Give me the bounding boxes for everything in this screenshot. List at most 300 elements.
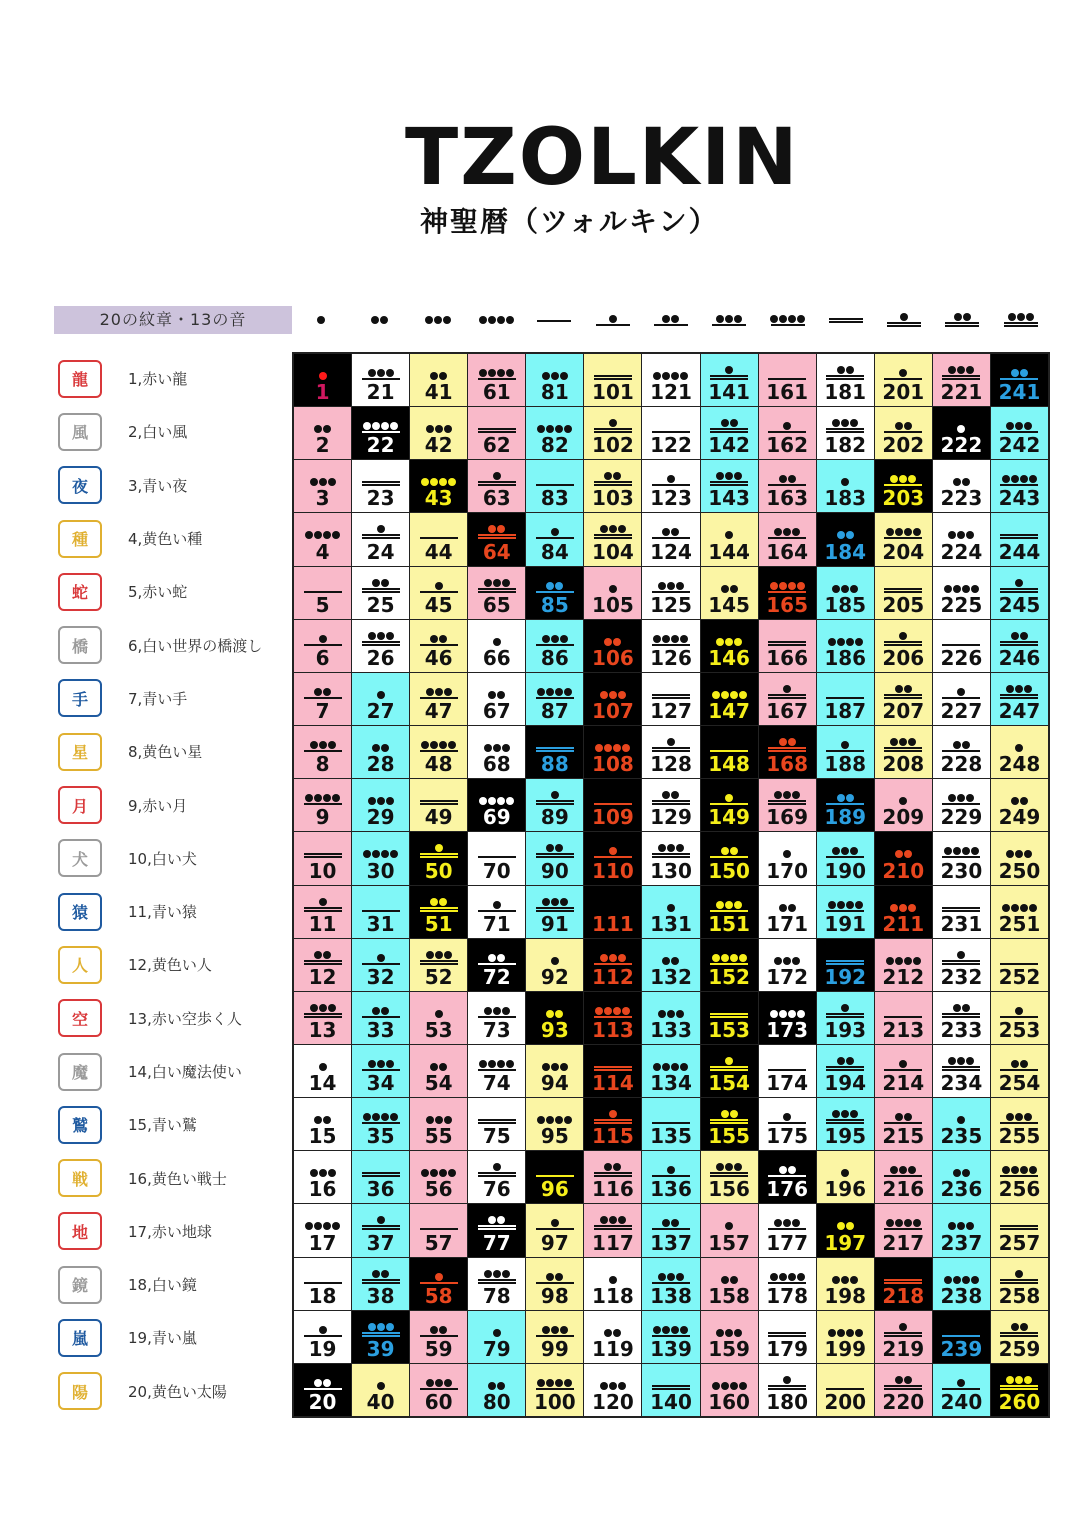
kin-cell-212[interactable]: [875, 939, 932, 991]
kin-cell-156[interactable]: [701, 1151, 758, 1203]
kin-cell-155[interactable]: [701, 1098, 758, 1150]
kin-cell-214[interactable]: [875, 1045, 932, 1097]
kin-cell-188[interactable]: [817, 726, 874, 778]
kin-cell-256[interactable]: [991, 1151, 1048, 1203]
kin-cell-251[interactable]: [991, 886, 1048, 938]
kin-cell-204[interactable]: [875, 513, 932, 565]
kin-cell-184[interactable]: [817, 513, 874, 565]
kin-cell-92[interactable]: [526, 939, 583, 991]
kin-cell-161[interactable]: [759, 354, 816, 406]
kin-cell-89[interactable]: [526, 779, 583, 831]
kin-cell-13[interactable]: [294, 992, 351, 1044]
kin-cell-99[interactable]: [526, 1311, 583, 1363]
kin-cell-236[interactable]: [933, 1151, 990, 1203]
kin-cell-8[interactable]: [294, 726, 351, 778]
kin-cell-162[interactable]: [759, 407, 816, 459]
kin-cell-203[interactable]: [875, 460, 932, 512]
kin-number: 1: [315, 380, 330, 405]
kin-cell-71[interactable]: [468, 886, 525, 938]
kin-cell-6[interactable]: [294, 620, 351, 672]
tone-symbol: [701, 624, 758, 646]
kin-cell-17[interactable]: [294, 1204, 351, 1256]
kin-cell-192[interactable]: [817, 939, 874, 991]
kin-cell-164[interactable]: [759, 513, 816, 565]
kin-cell-64[interactable]: [468, 513, 525, 565]
kin-cell-21[interactable]: [352, 354, 409, 406]
kin-cell-72[interactable]: [468, 939, 525, 991]
kin-cell-177[interactable]: [759, 1204, 816, 1256]
kin-cell-157[interactable]: [701, 1204, 758, 1256]
kin-number: 3: [315, 486, 330, 511]
kin-cell-259[interactable]: [991, 1311, 1048, 1363]
kin-cell-195[interactable]: [817, 1098, 874, 1150]
kin-cell-51[interactable]: [410, 886, 467, 938]
kin-cell-57[interactable]: [410, 1204, 467, 1256]
kin-number: 79: [482, 1336, 511, 1361]
kin-cell-101[interactable]: [584, 354, 641, 406]
kin-cell-73[interactable]: [468, 992, 525, 1044]
kin-cell-260[interactable]: [991, 1364, 1048, 1416]
kin-cell-48[interactable]: [410, 726, 467, 778]
kin-cell-82[interactable]: [526, 407, 583, 459]
kin-cell-79[interactable]: [468, 1311, 525, 1363]
kin-cell-249[interactable]: [991, 779, 1048, 831]
kin-cell-167[interactable]: [759, 673, 816, 725]
kin-cell-141[interactable]: [701, 354, 758, 406]
kin-cell-182[interactable]: [817, 407, 874, 459]
kin-cell-39[interactable]: [352, 1311, 409, 1363]
kin-cell-27[interactable]: [352, 673, 409, 725]
kin-cell-168[interactable]: [759, 726, 816, 778]
tone-symbol: [468, 411, 525, 433]
kin-cell-83[interactable]: [526, 460, 583, 512]
kin-cell-254[interactable]: [991, 1045, 1048, 1097]
kin-cell-218[interactable]: [875, 1258, 932, 1310]
kin-cell-46[interactable]: [410, 620, 467, 672]
kin-cell-142[interactable]: [701, 407, 758, 459]
kin-cell-24[interactable]: [352, 513, 409, 565]
kin-cell-55[interactable]: [410, 1098, 467, 1150]
kin-cell-66[interactable]: [468, 620, 525, 672]
kin-cell-222[interactable]: [933, 407, 990, 459]
kin-cell-150[interactable]: [701, 832, 758, 884]
kin-cell-198[interactable]: [817, 1258, 874, 1310]
kin-cell-153[interactable]: [701, 992, 758, 1044]
kin-cell-205[interactable]: [875, 567, 932, 619]
kin-cell-49[interactable]: [410, 779, 467, 831]
kin-cell-76[interactable]: [468, 1151, 525, 1203]
kin-cell-41[interactable]: [410, 354, 467, 406]
kin-cell-199[interactable]: [817, 1311, 874, 1363]
kin-number: 97: [540, 1230, 569, 1255]
kin-cell-44[interactable]: [410, 513, 467, 565]
kin-cell-140[interactable]: [642, 1364, 699, 1416]
kin-cell-213[interactable]: [875, 992, 932, 1044]
kin-number: 242: [998, 433, 1041, 458]
kin-cell-86[interactable]: [526, 620, 583, 672]
kin-cell-5[interactable]: [294, 567, 351, 619]
kin-cell-160[interactable]: [701, 1364, 758, 1416]
kin-cell-106[interactable]: [584, 620, 641, 672]
kin-cell-247[interactable]: [991, 673, 1048, 725]
kin-cell-175[interactable]: [759, 1098, 816, 1150]
kin-cell-143[interactable]: [701, 460, 758, 512]
kin-cell-133[interactable]: [642, 992, 699, 1044]
kin-number: 188: [824, 752, 867, 777]
kin-cell-43[interactable]: [410, 460, 467, 512]
kin-cell-132[interactable]: [642, 939, 699, 991]
kin-cell-59[interactable]: [410, 1311, 467, 1363]
kin-cell-61[interactable]: [468, 354, 525, 406]
kin-cell-237[interactable]: [933, 1204, 990, 1256]
kin-cell-146[interactable]: [701, 620, 758, 672]
kin-cell-135[interactable]: [642, 1098, 699, 1150]
tone-7-symbol: [536, 582, 574, 593]
kin-cell-172[interactable]: [759, 939, 816, 991]
kin-cell-229[interactable]: [933, 779, 990, 831]
kin-cell-22[interactable]: [352, 407, 409, 459]
kin-cell-193[interactable]: [817, 992, 874, 1044]
kin-cell-147[interactable]: [701, 673, 758, 725]
kin-cell-138[interactable]: [642, 1258, 699, 1310]
kin-cell-152[interactable]: [701, 939, 758, 991]
tone-1-symbol: [377, 691, 385, 699]
kin-cell-239[interactable]: [933, 1311, 990, 1363]
kin-number: 239: [940, 1336, 983, 1361]
kin-cell-34[interactable]: [352, 1045, 409, 1097]
kin-cell-225[interactable]: [933, 567, 990, 619]
kin-cell-165[interactable]: [759, 567, 816, 619]
kin-cell-163[interactable]: [759, 460, 816, 512]
kin-cell-136[interactable]: [642, 1151, 699, 1203]
kin-cell-74[interactable]: [468, 1045, 525, 1097]
kin-cell-224[interactable]: [933, 513, 990, 565]
kin-cell-91[interactable]: [526, 886, 583, 938]
kin-cell-149[interactable]: [701, 779, 758, 831]
kin-cell-208[interactable]: [875, 726, 932, 778]
kin-cell-78[interactable]: [468, 1258, 525, 1310]
kin-cell-31[interactable]: [352, 886, 409, 938]
kin-cell-211[interactable]: [875, 886, 932, 938]
tone-symbol: [991, 836, 1048, 858]
kin-cell-240[interactable]: [933, 1364, 990, 1416]
kin-cell-3[interactable]: [294, 460, 351, 512]
kin-cell-87[interactable]: [526, 673, 583, 725]
kin-cell-166[interactable]: [759, 620, 816, 672]
kin-cell-33[interactable]: [352, 992, 409, 1044]
kin-cell-2[interactable]: [294, 407, 351, 459]
kin-cell-201[interactable]: [875, 354, 932, 406]
kin-cell-171[interactable]: [759, 886, 816, 938]
kin-cell-122[interactable]: [642, 407, 699, 459]
kin-cell-144[interactable]: [701, 513, 758, 565]
kin-cell-113[interactable]: [584, 992, 641, 1044]
kin-cell-158[interactable]: [701, 1258, 758, 1310]
kin-cell-223[interactable]: [933, 460, 990, 512]
kin-cell-111[interactable]: [584, 886, 641, 938]
kin-cell-151[interactable]: [701, 886, 758, 938]
kin-cell-85[interactable]: [526, 567, 583, 619]
kin-cell-77[interactable]: [468, 1204, 525, 1256]
kin-cell-109[interactable]: [584, 779, 641, 831]
kin-cell-107[interactable]: [584, 673, 641, 725]
kin-cell-42[interactable]: [410, 407, 467, 459]
tone-symbol: [991, 571, 1048, 593]
kin-cell-200[interactable]: [817, 1364, 874, 1416]
tone-symbol: [759, 783, 816, 805]
kin-cell-15[interactable]: [294, 1098, 351, 1150]
kin-cell-26[interactable]: [352, 620, 409, 672]
kin-cell-88[interactable]: [526, 726, 583, 778]
kin-cell-220[interactable]: [875, 1364, 932, 1416]
kin-cell-38[interactable]: [352, 1258, 409, 1310]
kin-cell-194[interactable]: [817, 1045, 874, 1097]
kin-cell-255[interactable]: [991, 1098, 1048, 1150]
kin-cell-202[interactable]: [875, 407, 932, 459]
tone-8-symbol: [826, 847, 864, 858]
kin-number: 174: [766, 1071, 809, 1096]
kin-cell-233[interactable]: [933, 992, 990, 1044]
kin-cell-117[interactable]: [584, 1204, 641, 1256]
red-skywalker-icon: 空: [58, 999, 102, 1037]
kin-cell-102[interactable]: [584, 407, 641, 459]
kin-cell-116[interactable]: [584, 1151, 641, 1203]
kin-cell-253[interactable]: [991, 992, 1048, 1044]
kin-cell-246[interactable]: [991, 620, 1048, 672]
kin-cell-121[interactable]: [642, 354, 699, 406]
kin-cell-248[interactable]: [991, 726, 1048, 778]
kin-cell-1[interactable]: [294, 354, 351, 406]
kin-cell-97[interactable]: [526, 1204, 583, 1256]
kin-cell-50[interactable]: [410, 832, 467, 884]
kin-cell-95[interactable]: [526, 1098, 583, 1150]
kin-cell-108[interactable]: [584, 726, 641, 778]
kin-cell-139[interactable]: [642, 1311, 699, 1363]
kin-cell-100[interactable]: [526, 1364, 583, 1416]
kin-cell-96[interactable]: [526, 1151, 583, 1203]
kin-cell-131[interactable]: [642, 886, 699, 938]
legend-item: [54, 725, 290, 778]
kin-cell-93[interactable]: [526, 992, 583, 1044]
kin-number: 193: [824, 1017, 867, 1042]
kin-cell-81[interactable]: [526, 354, 583, 406]
kin-cell-29[interactable]: [352, 779, 409, 831]
kin-cell-227[interactable]: [933, 673, 990, 725]
kin-cell-250[interactable]: [991, 832, 1048, 884]
kin-cell-159[interactable]: [701, 1311, 758, 1363]
kin-cell-20[interactable]: [294, 1364, 351, 1416]
kin-cell-90[interactable]: [526, 832, 583, 884]
kin-cell-70[interactable]: [468, 832, 525, 884]
kin-cell-54[interactable]: [410, 1045, 467, 1097]
kin-cell-179[interactable]: [759, 1311, 816, 1363]
kin-cell-217[interactable]: [875, 1204, 932, 1256]
kin-cell-69[interactable]: [468, 779, 525, 831]
kin-cell-226[interactable]: [933, 620, 990, 672]
kin-cell-80[interactable]: [468, 1364, 525, 1416]
kin-cell-105[interactable]: [584, 567, 641, 619]
kin-cell-119[interactable]: [584, 1311, 641, 1363]
kin-cell-123[interactable]: [642, 460, 699, 512]
kin-cell-52[interactable]: [410, 939, 467, 991]
kin-cell-11[interactable]: [294, 886, 351, 938]
kin-cell-185[interactable]: [817, 567, 874, 619]
kin-cell-130[interactable]: [642, 832, 699, 884]
kin-cell-124[interactable]: [642, 513, 699, 565]
kin-number: 132: [650, 964, 692, 989]
kin-cell-221[interactable]: [933, 354, 990, 406]
kin-cell-244[interactable]: [991, 513, 1048, 565]
kin-cell-10[interactable]: [294, 832, 351, 884]
tone-symbol: [294, 464, 351, 486]
kin-cell-234[interactable]: [933, 1045, 990, 1097]
kin-cell-228[interactable]: [933, 726, 990, 778]
kin-cell-207[interactable]: [875, 673, 932, 725]
kin-cell-128[interactable]: [642, 726, 699, 778]
kin-cell-126[interactable]: [642, 620, 699, 672]
kin-cell-241[interactable]: [991, 354, 1048, 406]
kin-cell-181[interactable]: [817, 354, 874, 406]
kin-cell-118[interactable]: [584, 1258, 641, 1310]
kin-cell-98[interactable]: [526, 1258, 583, 1310]
kin-cell-169[interactable]: [759, 779, 816, 831]
kin-cell-129[interactable]: [642, 779, 699, 831]
kin-cell-23[interactable]: [352, 460, 409, 512]
kin-cell-219[interactable]: [875, 1311, 932, 1363]
kin-cell-210[interactable]: [875, 832, 932, 884]
kin-cell-45[interactable]: [410, 567, 467, 619]
kin-cell-180[interactable]: [759, 1364, 816, 1416]
kin-cell-68[interactable]: [468, 726, 525, 778]
kin-number: 130: [650, 858, 692, 883]
kin-number: 172: [766, 964, 809, 989]
tone-10-symbol: [594, 1065, 632, 1071]
kin-cell-28[interactable]: [352, 726, 409, 778]
kin-cell-53[interactable]: [410, 992, 467, 1044]
kin-cell-110[interactable]: [584, 832, 641, 884]
tone-symbol: [294, 1155, 351, 1177]
kin-cell-183[interactable]: [817, 460, 874, 512]
kin-cell-115[interactable]: [584, 1098, 641, 1150]
tone-symbol: [294, 677, 351, 699]
kin-cell-114[interactable]: [584, 1045, 641, 1097]
legend-item: [54, 1045, 290, 1098]
kin-cell-104[interactable]: [584, 513, 641, 565]
kin-cell-190[interactable]: [817, 832, 874, 884]
kin-number: 49: [424, 805, 453, 830]
kin-cell-196[interactable]: [817, 1151, 874, 1203]
kin-cell-16[interactable]: [294, 1151, 351, 1203]
kin-cell-232[interactable]: [933, 939, 990, 991]
kin-cell-178[interactable]: [759, 1258, 816, 1310]
kin-cell-14[interactable]: [294, 1045, 351, 1097]
kin-cell-206[interactable]: [875, 620, 932, 672]
kin-cell-84[interactable]: [526, 513, 583, 565]
kin-cell-9[interactable]: [294, 779, 351, 831]
kin-cell-191[interactable]: [817, 886, 874, 938]
kin-cell-56[interactable]: [410, 1151, 467, 1203]
kin-number: 206: [882, 645, 925, 670]
kin-number: 238: [940, 1283, 983, 1308]
kin-cell-120[interactable]: [584, 1364, 641, 1416]
kin-cell-209[interactable]: [875, 779, 932, 831]
kin-cell-170[interactable]: [759, 832, 816, 884]
kin-cell-62[interactable]: [468, 407, 525, 459]
kin-cell-35[interactable]: [352, 1098, 409, 1150]
kin-cell-60[interactable]: [410, 1364, 467, 1416]
blue-storm-icon: 嵐: [58, 1319, 102, 1357]
kin-cell-215[interactable]: [875, 1098, 932, 1150]
kin-cell-197[interactable]: [817, 1204, 874, 1256]
legend-item: [54, 938, 290, 991]
kin-cell-187[interactable]: [817, 673, 874, 725]
kin-cell-137[interactable]: [642, 1204, 699, 1256]
kin-cell-63[interactable]: [468, 460, 525, 512]
tone-5-symbol: [537, 319, 571, 322]
kin-cell-243[interactable]: [991, 460, 1048, 512]
kin-cell-189[interactable]: [817, 779, 874, 831]
kin-cell-134[interactable]: [642, 1045, 699, 1097]
kin-cell-19[interactable]: [294, 1311, 351, 1363]
kin-cell-65[interactable]: [468, 567, 525, 619]
kin-cell-257[interactable]: [991, 1204, 1048, 1256]
kin-cell-36[interactable]: [352, 1151, 409, 1203]
kin-cell-176[interactable]: [759, 1151, 816, 1203]
kin-cell-238[interactable]: [933, 1258, 990, 1310]
kin-cell-30[interactable]: [352, 832, 409, 884]
kin-cell-216[interactable]: [875, 1151, 932, 1203]
kin-cell-47[interactable]: [410, 673, 467, 725]
kin-cell-173[interactable]: [759, 992, 816, 1044]
tone-symbol: [933, 890, 990, 912]
kin-cell-154[interactable]: [701, 1045, 758, 1097]
tone-1-symbol: [319, 1063, 327, 1071]
kin-cell-186[interactable]: [817, 620, 874, 672]
kin-cell-58[interactable]: [410, 1258, 467, 1310]
kin-cell-7[interactable]: [294, 673, 351, 725]
kin-cell-75[interactable]: [468, 1098, 525, 1150]
kin-cell-148[interactable]: [701, 726, 758, 778]
kin-cell-94[interactable]: [526, 1045, 583, 1097]
kin-cell-40[interactable]: [352, 1364, 409, 1416]
kin-cell-32[interactable]: [352, 939, 409, 991]
kin-cell-235[interactable]: [933, 1098, 990, 1150]
kin-cell-174[interactable]: [759, 1045, 816, 1097]
kin-cell-12[interactable]: [294, 939, 351, 991]
kin-cell-112[interactable]: [584, 939, 641, 991]
kin-cell-242[interactable]: [991, 407, 1048, 459]
kin-cell-230[interactable]: [933, 832, 990, 884]
kin-cell-231[interactable]: [933, 886, 990, 938]
tone-9-symbol: [710, 954, 748, 965]
kin-cell-4[interactable]: [294, 513, 351, 565]
kin-cell-145[interactable]: [701, 567, 758, 619]
kin-cell-18[interactable]: [294, 1258, 351, 1310]
kin-cell-25[interactable]: [352, 567, 409, 619]
kin-number: 81: [540, 380, 569, 405]
kin-cell-125[interactable]: [642, 567, 699, 619]
kin-cell-67[interactable]: [468, 673, 525, 725]
kin-number: 5: [315, 592, 330, 617]
kin-cell-127[interactable]: [642, 673, 699, 725]
kin-cell-252[interactable]: [991, 939, 1048, 991]
kin-cell-258[interactable]: [991, 1258, 1048, 1310]
tone-symbol: [352, 1155, 409, 1177]
kin-cell-103[interactable]: [584, 460, 641, 512]
kin-cell-245[interactable]: [991, 567, 1048, 619]
kin-cell-37[interactable]: [352, 1204, 409, 1256]
tone-5-symbol: [942, 1334, 980, 1337]
